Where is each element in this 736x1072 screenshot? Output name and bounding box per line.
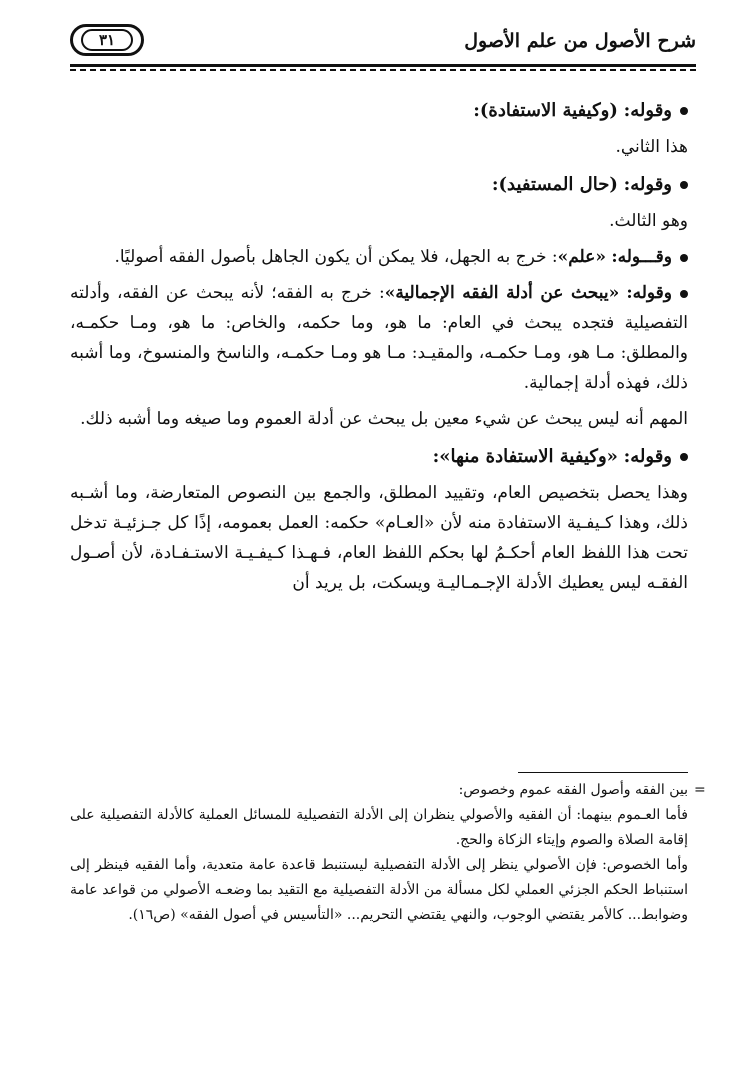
paragraph-lead: وقـــوله: <box>611 247 672 267</box>
bullet-icon <box>680 107 688 115</box>
paragraph-text: : خرج به الجهل، فلا يمكن أن يكون الجاهل بأصول الفقه أصوليًا. <box>114 247 558 267</box>
page-number: ٣١ <box>81 29 133 51</box>
quoted-term: (حال المستفيد): <box>491 174 618 195</box>
page-number-badge <box>70 24 144 56</box>
quoted-term: «علم» <box>557 247 606 267</box>
bullet-icon <box>680 453 688 461</box>
paragraph-7: المهم أنه ليس يبحث عن شيء معين بل يبحث عن أدلة العموم وما صيغه وما أشبه ذلك. <box>80 409 688 429</box>
book-title: شرح الأصول من علم الأصول <box>464 30 696 52</box>
footnotes <box>70 778 688 928</box>
paragraph-lead: وقوله: <box>623 174 672 195</box>
footnote-line-3: وأما الخصوص: فإن الأصولي ينظر إلى الأدلة التفصيلية ليستنبط قاعدة عامة متعدية، وأما الفقيه فينظر إلى استنباط الحكم الجزئي العملي لكل مسألة من الأدلة التفصيلية مع التقيد بما وضعـه الأصولي من قواعد عامة وضوابط... كالأمر يقتضي الوجوب، والنهي يقتضي التحريم... «التأسيس في أصول الفقه» (ص١٦). <box>70 857 688 923</box>
paragraph-4: وهو الثالث. <box>609 211 688 231</box>
paragraph-8 <box>70 440 688 474</box>
paragraph-text: : خرج به الفقه؛ لأنه يبحث عن الفقه، وأدلته التفصيلية فتجده يبحث في العام: ما هو، وما حكمه، والخاص: ما هو، ومـا حكمـه، والمطلق: مـا هو، ومـا حكمـه، والمقيـد: مـا هو ومـا حكمـه، والناسخ والمنسوخ، وما أشبه ذلك، فهذه أدلة إجمالية. <box>70 283 688 393</box>
header-rule-solid <box>70 64 696 67</box>
paragraph-lead: وقوله: <box>623 100 672 121</box>
paragraph-lead: وقوله: <box>626 283 672 303</box>
bullet-icon <box>680 290 688 298</box>
paragraph-1 <box>70 94 688 128</box>
page-header <box>70 22 696 62</box>
bullet-icon <box>680 181 688 189</box>
quoted-term: (وكيفية الاستفادة): <box>473 100 618 121</box>
paragraph-6 <box>70 278 688 398</box>
paragraph-2: هذا الثاني. <box>615 137 688 157</box>
quoted-term: «وكيفية الاستفادة منها»: <box>432 446 618 467</box>
bullet-icon <box>680 254 688 262</box>
header-rule-dashed <box>70 69 696 71</box>
footnote-continuation-mark: = <box>694 782 706 798</box>
footnote-line-2: فأما العـموم بينهما: أن الفقيه والأصولي ينظران إلى الأدلة التفصيلية للمسائل العملية كالأدلة التفصيلية على إقامة الصلاة والصوم وإيتاء الزكاة والحج. <box>70 807 688 848</box>
footnote-line-1: بين الفقه وأصول الفقه عموم وخصوص: <box>458 782 688 798</box>
quoted-term: «يبحث عن أدلة الفقه الإجمالية» <box>384 283 620 303</box>
paragraph-9: وهذا يحصل بتخصيص العام، وتقييد المطلق، والجمع بين النصوص المتعارضة، وما أشـبه ذلك، وهذا كـيفـية الاستفادة منه لأن «العـام» حكمه: العمل بعمومه، إذًا كل جـزئيـة تدخل تحت هذا اللفظ العام أحكـمُ لها بحكم اللفظ العام، فـهـذا كـيفـيـة الاستـفـادة، لأن أصـول الفقـه ليس يعطيك الأدلة الإجـمـاليـة ويسكت، بل يريد أن <box>70 483 688 593</box>
paragraph-lead: وقوله: <box>623 446 672 467</box>
footnote-separator <box>518 772 688 773</box>
main-text <box>70 94 688 604</box>
paragraph-3 <box>70 168 688 202</box>
header-rule <box>70 64 696 71</box>
paragraph-5 <box>70 242 688 272</box>
